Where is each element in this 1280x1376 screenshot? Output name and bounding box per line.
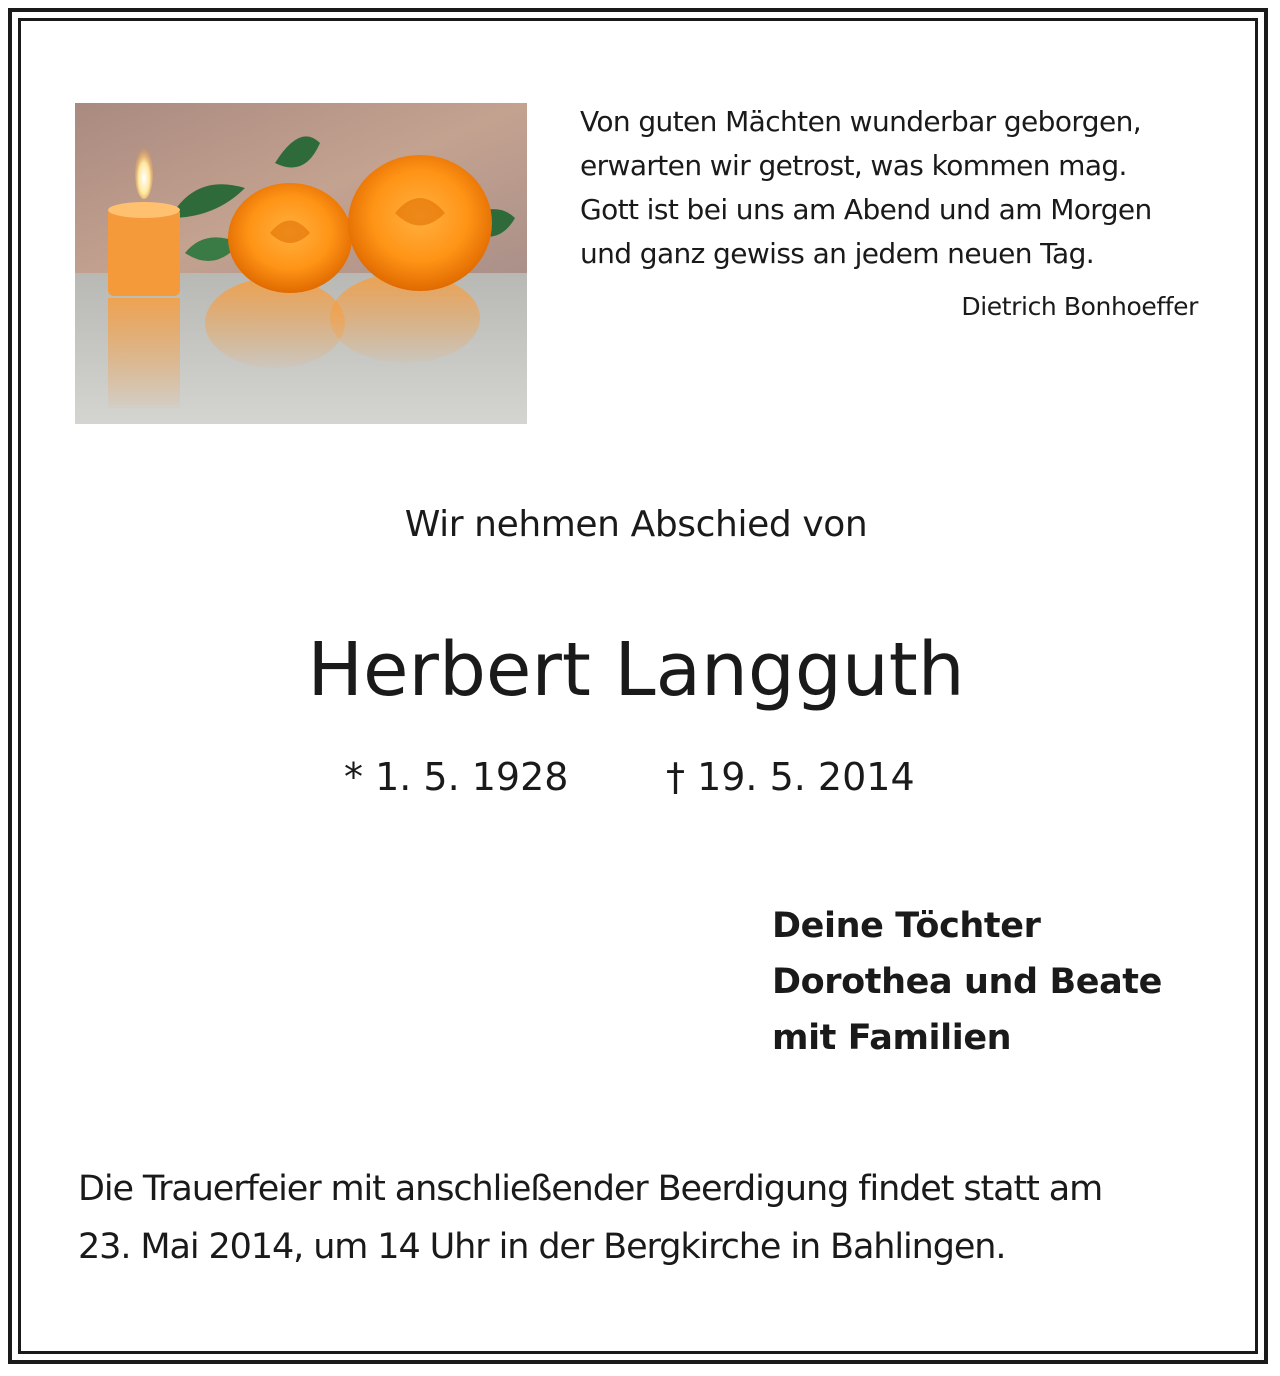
- mourners-signature: [772, 898, 1232, 1066]
- service-line: 23. Mai 2014, um 14 Uhr in der Bergkirche in Bahlingen.: [78, 1227, 1006, 1267]
- poem-line: Gott ist bei uns am Abend und am Morgen: [580, 193, 1152, 226]
- poem-quote: [580, 100, 1220, 276]
- service-line: Die Trauerfeier mit anschließender Beerdigung findet statt am: [78, 1169, 1103, 1209]
- death-date: † 19. 5. 2014: [666, 755, 915, 799]
- birth-date: * 1. 5. 1928: [344, 755, 569, 799]
- poem-author: Dietrich Bonhoeffer: [961, 292, 1198, 321]
- mourners-line: Deine Töchter: [772, 906, 1041, 946]
- mourners-line: Dorothea und Beate: [772, 962, 1162, 1002]
- candle-roses-photo: [75, 103, 527, 424]
- poem-line: Von guten Mächten wunderbar geborgen,: [580, 105, 1142, 138]
- farewell-intro: Wir nehmen Abschied von: [404, 504, 868, 545]
- poem-line: und ganz gewiss an jedem neuen Tag.: [580, 237, 1095, 270]
- mourners-line: mit Familien: [772, 1018, 1012, 1058]
- deceased-name: Herbert Langguth: [307, 627, 965, 713]
- funeral-service-info: [78, 1160, 1228, 1276]
- poem-line: erwarten wir getrost, was kommen mag.: [580, 149, 1127, 182]
